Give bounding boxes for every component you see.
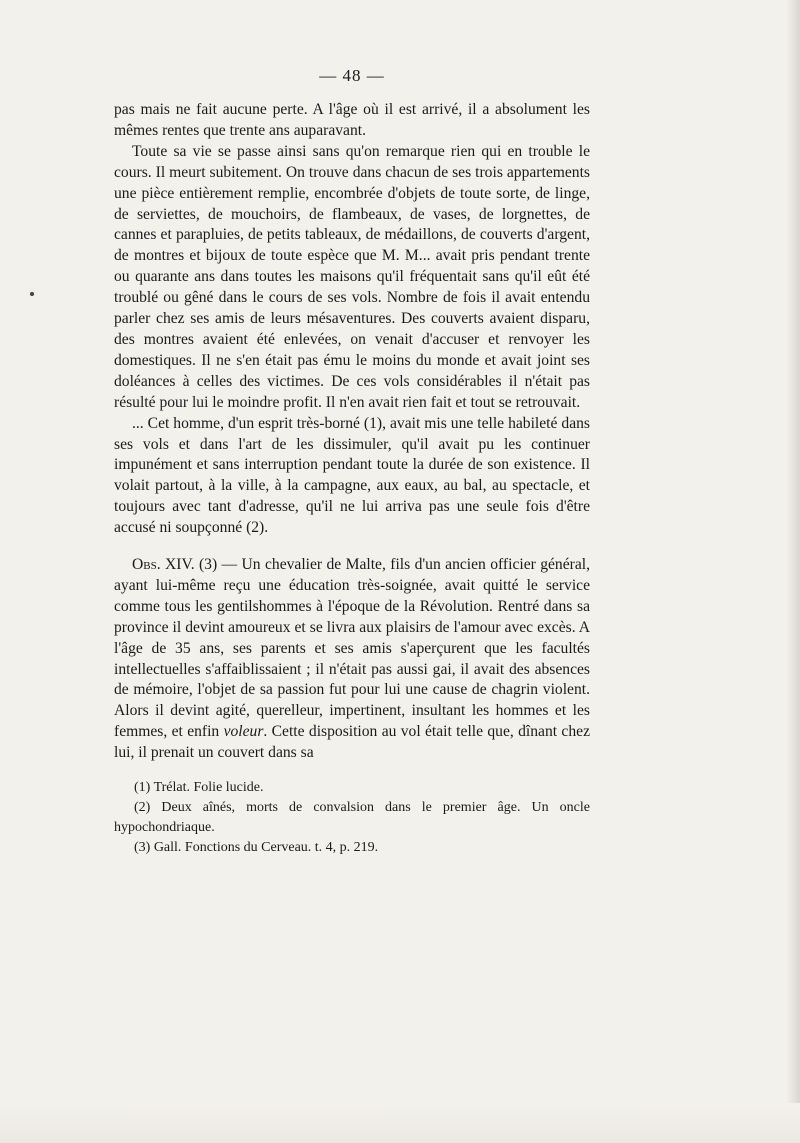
footnote-3: (3) Gall. Fonctions du Cerveau. t. 4, p. 219. [134, 840, 379, 856]
page-edge-shadow [786, 0, 800, 1143]
paragraph-3: ... Cet homme, d'un esprit très-borné (1), avait mis une telle habileté dans ses vols et dans l'art de les dissimuler, qu'il avait pu les continuer impunément et sans interruption pendant toute la durée de son existence. Il volait partout, à la ville, à la campagne, aux eaux, au bal, au spectacle, et toujours avec tant d'adresse, qu'il ne lui arriva pas une seule fois d'être accusé ni soupçonné (2). [114, 414, 590, 537]
ink-speck [30, 292, 34, 296]
observation-text: Un chevalier de Malte, fils d'un ancien officier général, ayant lui-même reçu une éducation très-soignée, avait quitté le service comme tous les gentilshommes à l'époque de la Révolution. Rentré dans sa province il devint amoureux et se livra aux plaisirs de l'amour avec excès. A l'âge de 35 ans, ses parents et ses amis s'aperçurent que les facultés intellectuelles s'affaiblissaient ; il n'était pas aussi gai, il avait des absences de mémoire, l'objet de sa passion fut pour lui une cause de chagrin violent. Alors il devint agité, querelleur, impertinent, insultant les hommes et les femmes, et enfin [114, 556, 590, 741]
page-bottom-shade [0, 1103, 800, 1143]
footnote-1: (1) Trélat. Folie lucide. [134, 780, 264, 796]
text-block [114, 66, 590, 858]
page-number: — 48 — [319, 66, 385, 85]
observation-paragraph [114, 555, 590, 764]
observation-title: Obs. XIV. [132, 556, 195, 574]
paragraph-2: Toute sa vie se passe ainsi sans qu'on remarque rien qui en trouble le cours. Il meurt subitement. On trouve dans chacun de ses trois appartements une pièce entièrement remplie, encombrée d'objets de toute sorte, de linge, de serviettes, de mouchoirs, de flambeaux, de vases, de lorgnettes, de cannes et parapluies, de petits tableaux, de médaillons, de couverts d'argent, de montres et bijoux de toute espèce que M. M... avait pris pendant trente ou quarante ans dans toutes les maisons qu'il fréquentait sans qu'il eût été troublé ou gêné dans le cours de ses vols. Nombre de fois il avait entendu parler chez ses amis de leurs mésaventures. Des couverts avaient disparu, des montres avaient été enlevées, on venait d'accuser et renvoyer les domestiques. Il ne s'en était pas ému le moins du monde et avait joint ses doléances à celles des victimes. De ces vols considérables il n'était pas résulté pour lui le moindre profit. Il n'en avait rien fait et tout se retrouvait. [114, 142, 590, 411]
observation-ref: (3) — [194, 556, 242, 574]
footnotes [114, 778, 590, 858]
observation-emphasis: voleur [223, 723, 264, 741]
observation-text-end: . Cette disposition au vol était telle que, dînant chez lui, il prenait un couvert dans sa [114, 723, 590, 762]
paragraph-1: pas mais ne fait aucune perte. A l'âge où il est arrivé, il a absolument les mêmes rentes que trente ans auparavant. [114, 101, 590, 139]
footnote-2: (2) Deux aînés, morts de convalsion dans le premier âge. Un oncle hypochondriaque. [114, 800, 590, 836]
